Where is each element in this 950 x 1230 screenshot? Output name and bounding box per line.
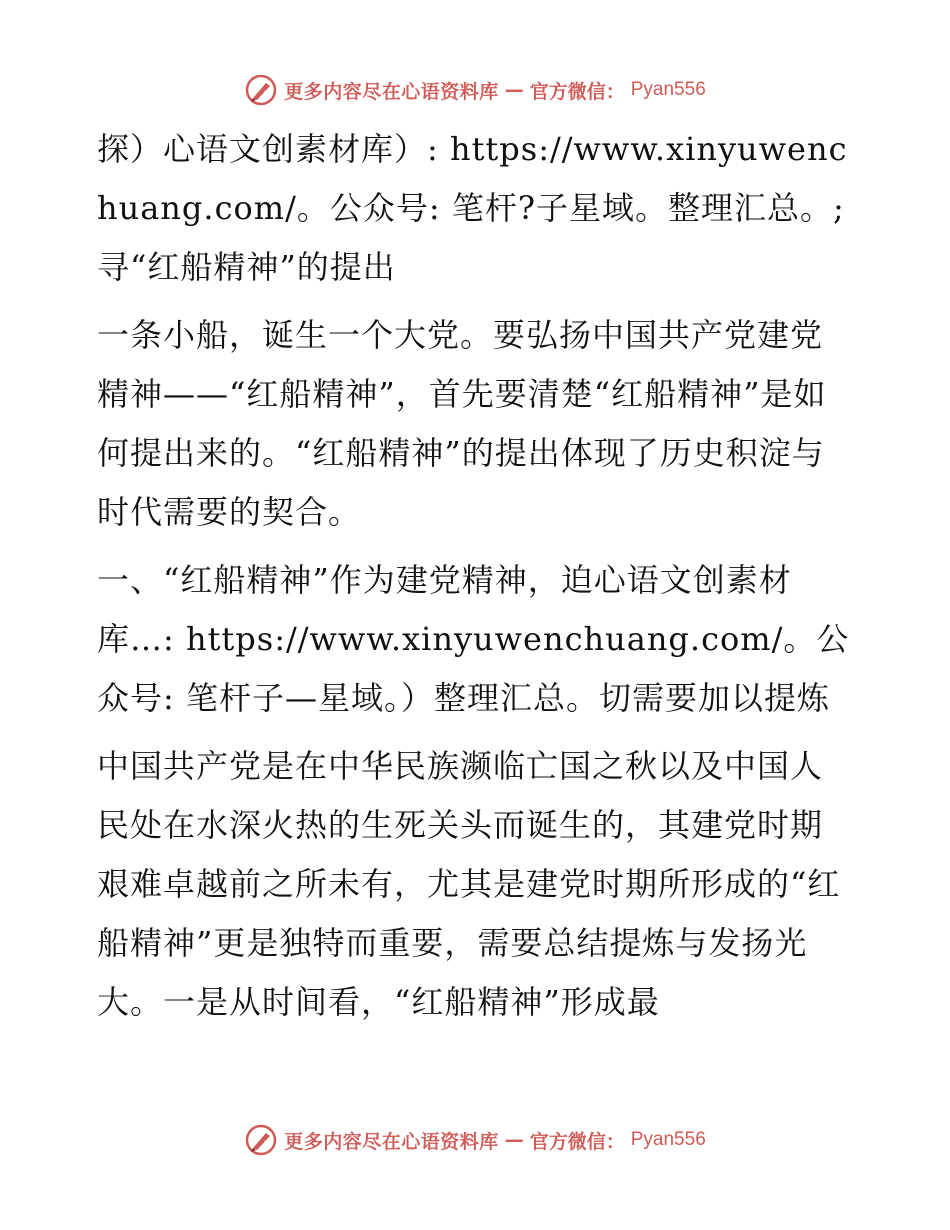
paragraph-1: 探）心语文创素材库）: https://www.xinyuwenchuang.com/。公众号: 笔杆?子星域。整理汇总。;寻“红船精神”的提出 bbox=[97, 130, 848, 286]
header-banner-inner bbox=[244, 73, 706, 107]
footer-banner-inner bbox=[244, 1123, 706, 1157]
header-banner-text: 更多内容尽在心语资料库 bbox=[284, 80, 499, 103]
footer-banner-dash: — bbox=[504, 1129, 524, 1151]
pen-logo-icon bbox=[244, 73, 278, 107]
footer-banner bbox=[0, 1120, 950, 1160]
header-wechat-id: Pyan556 bbox=[630, 79, 706, 100]
header-banner-dash: — bbox=[504, 79, 524, 101]
footer-wechat-id: Pyan556 bbox=[630, 1129, 706, 1150]
paragraph-4: 中国共产党是在中华民族濒临亡国之秋以及中国人民处在水深火热的生死关头而诞生的，其建党时期艰难卓越前之所未有，尤其是建党时期所形成的“红船精神”更是独特而重要，需要总结提炼与发扬光大。一是从时间看，“红船精神”形成最 bbox=[97, 747, 841, 1021]
paragraph-2: 一条小船，诞生一个大党。要弘扬中国共产党建党精神——“红船精神”，首先要清楚“红船精神”是如何提出来的。“红船精神”的提出体现了历史积淀与时代需要的契合。 bbox=[97, 316, 827, 531]
header-banner bbox=[0, 70, 950, 110]
document-body bbox=[97, 120, 852, 1041]
pen-logo-icon bbox=[244, 1123, 278, 1157]
footer-banner-text: 更多内容尽在心语资料库 bbox=[284, 1130, 499, 1153]
footer-wechat-label: 官方微信： bbox=[529, 1130, 625, 1153]
paragraph-3: 一、“红船精神”作为建党精神，迫心语文创素材库…: https://www.xinyuwenchuang.com/。公众号: 笔杆子—星域。）整理汇总。切需要加以提炼 bbox=[97, 561, 850, 717]
header-wechat-label: 官方微信： bbox=[529, 80, 625, 103]
